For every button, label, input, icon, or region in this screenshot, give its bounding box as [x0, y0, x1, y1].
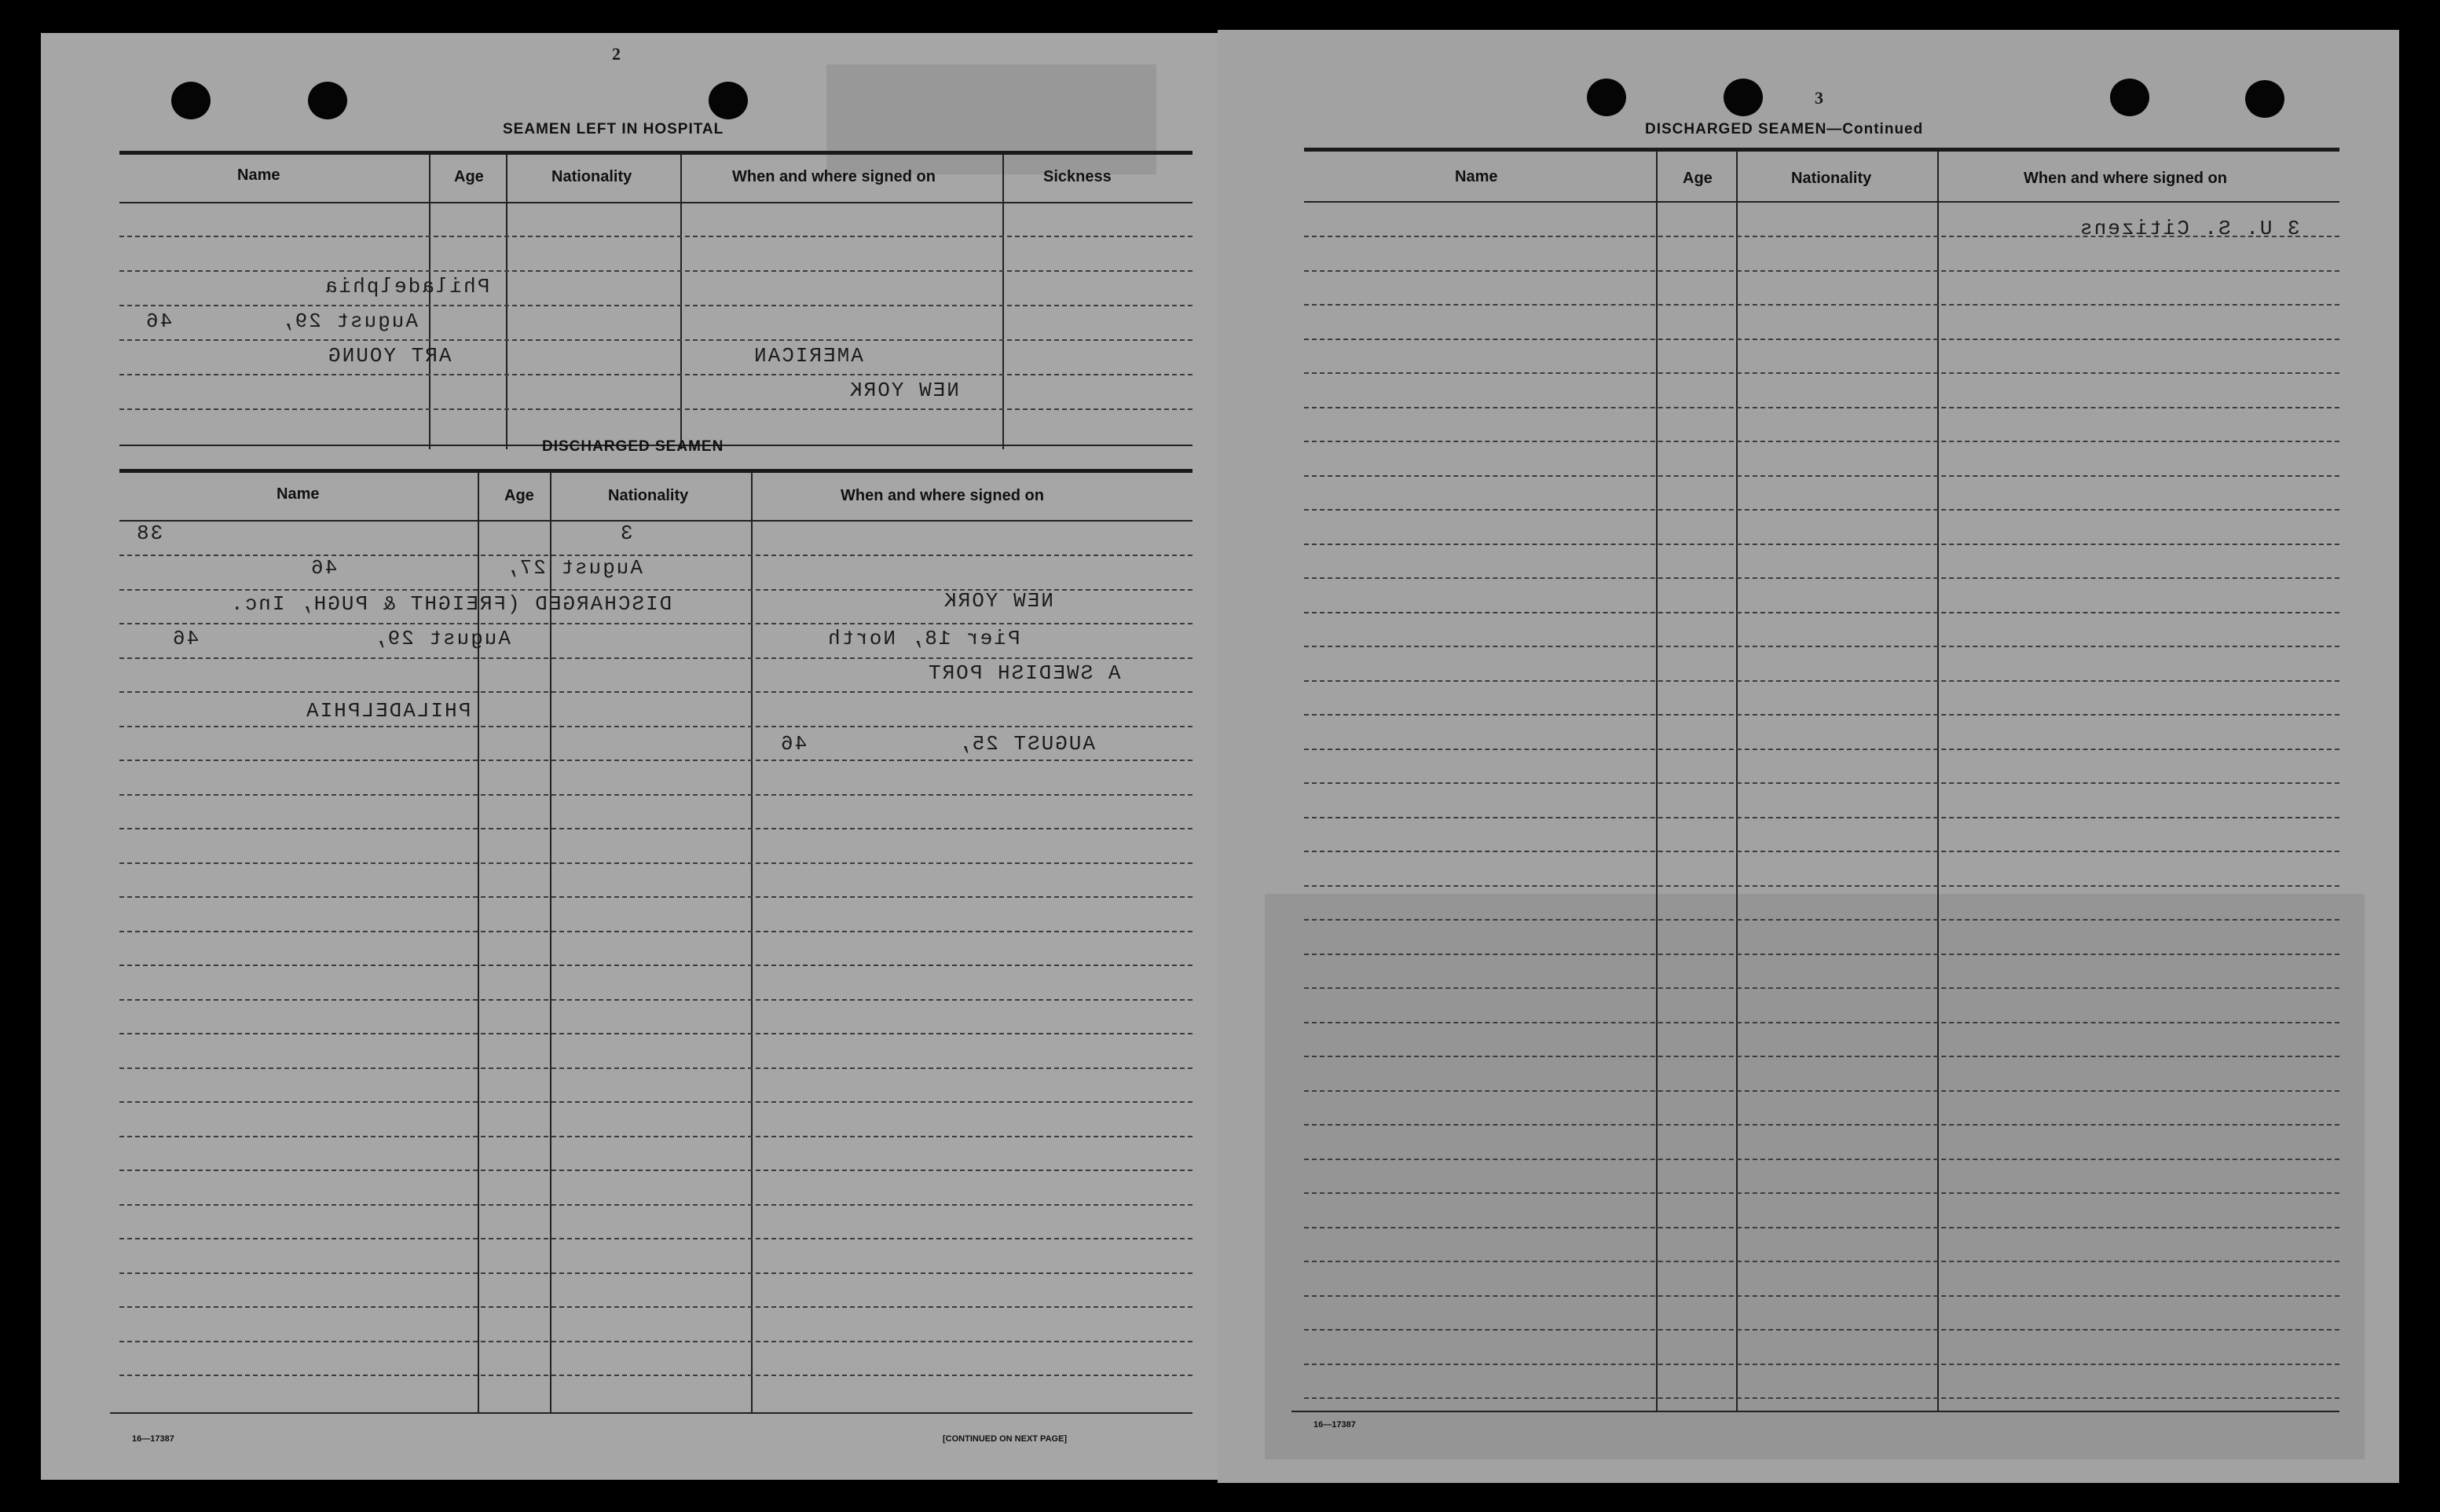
column-divider: [1656, 151, 1658, 1411]
punch-hole: [2245, 80, 2284, 118]
row-rule: [119, 726, 1193, 727]
row-rule: [1304, 441, 2339, 442]
column-divider: [1736, 151, 1738, 1411]
row-rule: [1304, 1397, 2339, 1399]
row-rule: [1304, 1159, 2339, 1160]
hospital-section-title: SEAMEN LEFT IN HOSPITAL: [503, 121, 724, 137]
row-rule: [1304, 612, 2339, 613]
typed-text: DISCHARGED (FREIGHT & PUGH, Inc.: [229, 592, 672, 616]
column-divider: [1002, 155, 1004, 449]
typed-text: NEW YORK: [943, 589, 1053, 613]
column-divider: [680, 155, 682, 449]
row-rule: [1304, 1261, 2339, 1262]
row-rule: [1304, 817, 2339, 818]
row-rule: [1304, 1364, 2339, 1365]
punch-hole: [308, 82, 347, 119]
row-rule: [119, 862, 1193, 864]
typed-text: August 29,: [372, 627, 511, 650]
column-header-age: Age: [1683, 170, 1713, 187]
row-rule: [1304, 1295, 2339, 1297]
row-rule: [119, 623, 1193, 624]
row-rule: [119, 374, 1193, 375]
page-number: 2: [612, 44, 621, 64]
row-rule: [1304, 339, 2339, 340]
row-rule: [1304, 1227, 2339, 1228]
row-rule: [1304, 1022, 2339, 1023]
column-header-name: Name: [1455, 168, 1498, 185]
table-bottom-rule: [1291, 1411, 2339, 1412]
column-divider: [506, 155, 507, 449]
typed-text: 46: [145, 309, 173, 333]
row-rule: [1304, 304, 2339, 306]
column-header-nationality: Nationality: [1791, 170, 1872, 187]
row-rule: [119, 896, 1193, 898]
table-bottom-rule: [110, 1412, 1193, 1414]
column-header-signed-on: When and where signed on: [2024, 170, 2227, 187]
punch-hole: [1724, 79, 1763, 116]
column-header-name: Name: [237, 167, 280, 184]
form-code: 16—17387: [132, 1434, 174, 1444]
column-header-nationality: Nationality: [608, 487, 689, 504]
punch-hole: [1587, 79, 1626, 116]
row-rule: [1304, 1056, 2339, 1057]
typed-text: 46: [310, 556, 338, 580]
row-rule: [119, 691, 1193, 693]
row-rule: [119, 657, 1193, 659]
typed-text: 46: [779, 732, 808, 756]
column-header-signed-on: When and where signed on: [841, 487, 1044, 504]
typed-text: 46: [171, 627, 200, 650]
typed-text: PHILADELPHIA: [305, 699, 471, 723]
typed-text: 38: [135, 522, 163, 545]
row-rule: [119, 1375, 1193, 1376]
row-rule: [119, 305, 1193, 306]
column-header-name: Name: [277, 485, 320, 503]
row-rule: [119, 1067, 1193, 1069]
bleed-through-area: [1265, 894, 2365, 1459]
row-rule: [119, 236, 1193, 237]
column-header-age: Age: [504, 487, 534, 504]
column-divider: [1937, 151, 1939, 1411]
row-rule: [119, 931, 1193, 932]
row-rule: [1304, 509, 2339, 511]
table-top-rule: [119, 469, 1193, 473]
typed-text: Pier 18, North: [826, 627, 1020, 650]
row-rule: [1304, 407, 2339, 408]
column-header-sickness: Sickness: [1043, 168, 1112, 185]
row-rule: [119, 1101, 1193, 1103]
punch-hole: [2110, 79, 2149, 116]
row-rule: [119, 794, 1193, 796]
row-rule: [119, 965, 1193, 966]
section-title: DISCHARGED SEAMEN—Continued: [1645, 121, 1924, 137]
table-top-rule: [119, 151, 1193, 155]
row-rule: [1304, 475, 2339, 477]
typed-text: August 29,: [280, 309, 419, 333]
row-rule: [1304, 577, 2339, 579]
row-rule: [119, 1136, 1193, 1137]
typed-text: 3 U. S. Citizens: [2079, 217, 2300, 240]
row-rule: [119, 270, 1193, 272]
table-top-rule: [1304, 148, 2339, 152]
row-rule: [1304, 646, 2339, 647]
punch-hole: [171, 82, 211, 119]
table-header-rule: [119, 202, 1193, 203]
column-header-age: Age: [454, 168, 484, 185]
row-rule: [1304, 1192, 2339, 1194]
row-rule: [119, 999, 1193, 1001]
row-rule: [119, 555, 1193, 556]
column-header-nationality: Nationality: [551, 168, 632, 185]
left-page: [41, 33, 1222, 1480]
punch-hole: [709, 82, 748, 119]
typed-text: 3: [619, 522, 633, 545]
row-rule: [119, 828, 1193, 829]
table-header-rule: [119, 520, 1193, 522]
row-rule: [119, 1033, 1193, 1034]
typed-text: AMERICAN: [753, 344, 863, 368]
row-rule: [1304, 1329, 2339, 1331]
row-rule: [1304, 885, 2339, 887]
row-rule: [1304, 372, 2339, 374]
table-header-rule: [1304, 201, 2339, 203]
row-rule: [1304, 1124, 2339, 1126]
typed-text: Philadelphia: [324, 275, 490, 298]
row-rule: [1304, 851, 2339, 852]
row-rule: [1304, 714, 2339, 716]
row-rule: [1304, 1090, 2339, 1092]
typed-text: August 27,: [504, 556, 643, 580]
row-rule: [1304, 954, 2339, 955]
discharged-section-title: DISCHARGED SEAMEN: [542, 438, 724, 455]
row-rule: [119, 1170, 1193, 1171]
form-code: 16—17387: [1313, 1420, 1356, 1430]
row-rule: [119, 1204, 1193, 1206]
row-rule: [1304, 749, 2339, 750]
bleed-through-area: [826, 64, 1156, 174]
page-number: 3: [1815, 88, 1823, 108]
row-rule: [119, 339, 1193, 341]
row-rule: [1304, 782, 2339, 784]
column-divider: [429, 155, 430, 449]
column-header-signed-on: When and where signed on: [732, 168, 936, 185]
row-rule: [119, 1306, 1193, 1308]
row-rule: [119, 1238, 1193, 1239]
row-rule: [1304, 987, 2339, 989]
typed-text: A SWEDISH PORT: [927, 661, 1121, 685]
row-rule: [1304, 544, 2339, 545]
row-rule: [119, 1341, 1193, 1342]
right-page: [1218, 30, 2399, 1483]
row-rule: [119, 1272, 1193, 1274]
row-rule: [1304, 680, 2339, 682]
row-rule: [1304, 919, 2339, 921]
typed-text: NEW YORK: [848, 379, 959, 402]
row-rule: [1304, 270, 2339, 272]
typed-text: AUGUST 25,: [957, 732, 1096, 756]
typed-text: ART YOUNG: [327, 344, 452, 368]
continued-note: [CONTINUED ON NEXT PAGE]: [943, 1434, 1068, 1444]
row-rule: [119, 760, 1193, 761]
row-rule: [119, 408, 1193, 410]
